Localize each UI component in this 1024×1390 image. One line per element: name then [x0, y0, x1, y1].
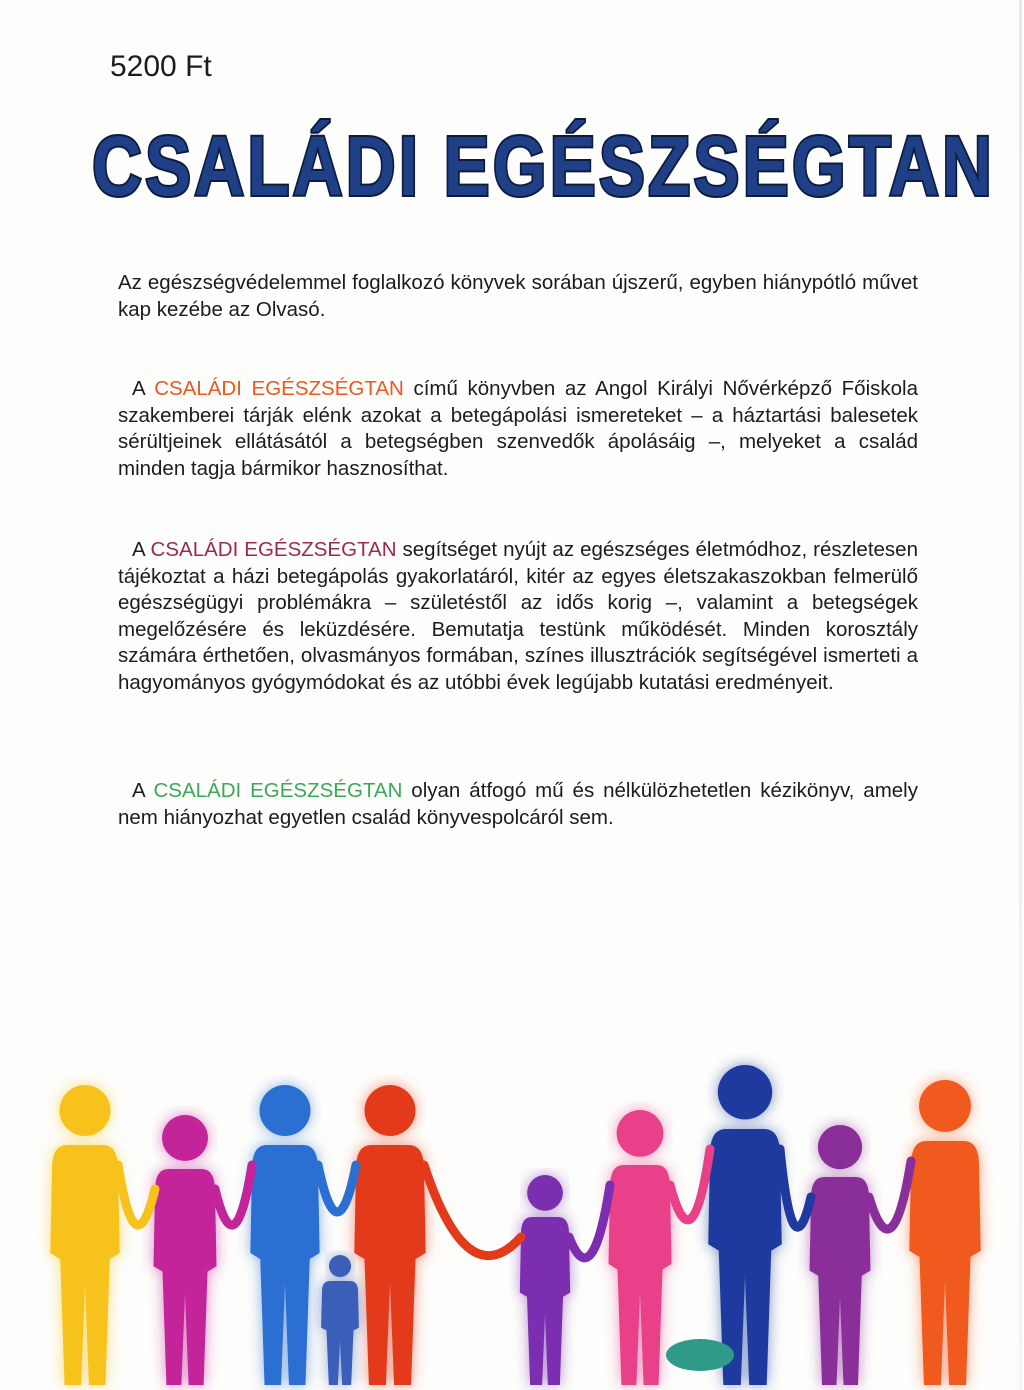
title-highlight: CSALÁDI EGÉSZSÉGTAN [153, 779, 403, 802]
paragraph-text: című könyvben az Angol Királyi Nővérképző Főiskola szakemberei tárják elénk azokat a betegápolási ismereteket – a háztartási balesetek sérültjeinek ellátásától a betegségben szenvedők ápolásáig –, melyeket a család minden tagja bármikor hasznosíthat. [118, 377, 918, 480]
paragraph-text: segítséget nyújt az egészséges életmódhoz, részletesen tájékoztat a házi betegápolás gyakorlatáról, kitér az egyes életszakaszokban felmerülő egészségügyi problémákra – születéstől az idős korig –, valamint a betegségek megelőzésére és leküzdésére. Bemutatja testünk működését. Minden korosztály számára érthetően, olvasmányos formában, színes illusztrációk segítségével ismerteti a hagyományos gyógymódokat és az utóbbi évek legújabb kutatási eredményeit. [118, 538, 918, 694]
closing-paragraph [118, 778, 918, 831]
joined-hands [569, 1185, 610, 1258]
family-silhouettes-illustration [0, 1040, 1024, 1390]
title-highlight: CSALÁDI EGÉSZSÉGTAN [154, 377, 404, 400]
paragraph-prefix: A [132, 377, 155, 400]
dog-silhouette [666, 1339, 734, 1371]
person-silhouette [354, 1085, 425, 1385]
paragraph-prefix: A [132, 779, 154, 802]
joined-hands [670, 1149, 710, 1220]
joined-hands [424, 1165, 521, 1256]
person-silhouette [708, 1065, 782, 1385]
person-silhouette [321, 1255, 359, 1385]
joined-hands [318, 1165, 356, 1212]
person-silhouette [520, 1175, 570, 1385]
paragraph-text: olyan átfogó mű és nélkülözhetetlen kézikönyv, amely nem hiányozhat egyetlen család könyvespolcáról sem. [118, 779, 918, 829]
joined-hands [215, 1165, 252, 1225]
book-title: CSALÁDI EGÉSZSÉGTAN [92, 119, 996, 213]
description-paragraph-1 [118, 376, 918, 482]
person-silhouette [50, 1085, 119, 1385]
joined-hands [780, 1149, 811, 1227]
person-silhouette [250, 1085, 319, 1385]
person-silhouette [154, 1115, 217, 1385]
person-silhouette [909, 1080, 980, 1385]
person-silhouette [609, 1110, 672, 1385]
price-label: 5200 Ft [110, 50, 212, 83]
person-silhouette [810, 1125, 871, 1385]
joined-hands [118, 1165, 155, 1225]
paragraph-prefix: A [132, 538, 151, 561]
joined-hands [869, 1161, 911, 1229]
description-paragraph-2 [118, 537, 918, 696]
title-highlight: CSALÁDI EGÉSZSÉGTAN [150, 538, 397, 561]
intro-paragraph: Az egészségvédelemmel foglalkozó könyvek sorában újszerű, egyben hiánypótló művet kap kezébe az Olvasó. [118, 271, 918, 321]
